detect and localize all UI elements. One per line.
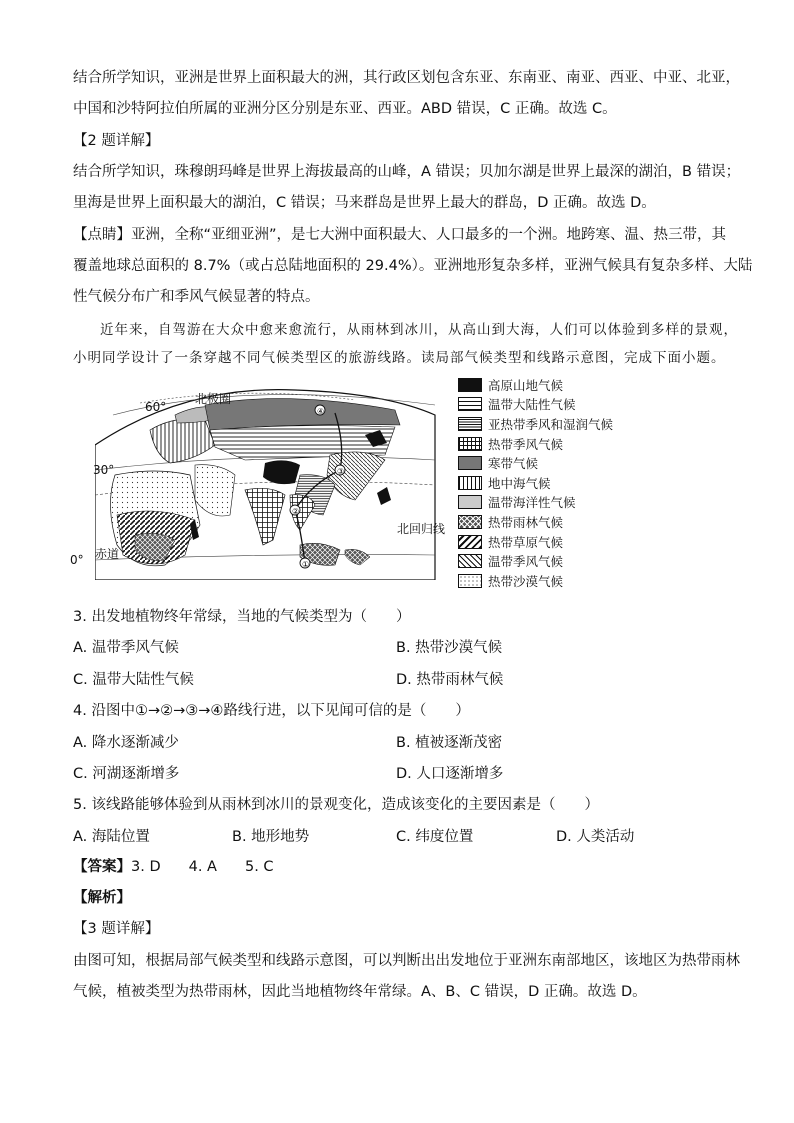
q3-option-b: B. 热带沙漠气候 (396, 640, 503, 656)
legend-swatch (458, 456, 482, 470)
q4-option-c: C. 河湖逐渐增多 (73, 766, 180, 782)
legend-item (458, 473, 638, 493)
legend-label: 地中海气候 (488, 475, 551, 491)
q3-analysis-line-1: 由图可知，根据局部气候类型和线路示意图，可以判断出出发地位于亚洲东南部地区，该地区为热带雨林 (73, 953, 740, 969)
legend-item (458, 453, 638, 473)
passage-line-2: 小明同学设计了一条穿越不同气候类型区的旅游线路。读局部气候类型和线路示意图，完成下面小题。 (73, 350, 726, 366)
q3-stem: 3. 出发地植物终年常绿，当地的气候类型为（ ） (73, 609, 411, 625)
legend-label: 热带草原气候 (488, 534, 564, 550)
legend-label: 温带季风气候 (488, 554, 564, 570)
q2-heading: 【2 题详解】 (73, 133, 160, 149)
equator-label: 赤道 (95, 547, 120, 561)
q5-option-d: D. 人类活动 (556, 829, 635, 845)
route-point-1-label: ① (302, 560, 310, 569)
legend-swatch (458, 378, 482, 392)
arctic-circle-label: 北极圈 (195, 392, 232, 406)
q3-option-c: C. 温带大陆性气候 (73, 672, 194, 688)
legend-label: 寒带气候 (488, 456, 539, 472)
dianjing-line-3: 性气候分布广和季风气候显著的特点。 (73, 289, 320, 305)
dianjing-line-1: 【点睛】亚洲，全称“亚细亚洲”，是七大洲中面积最大、人口最多的一个洲。地跨寒、温、热三带，其 (73, 227, 727, 243)
legend-label: 热带雨林气候 (488, 514, 564, 530)
legend-item (458, 395, 638, 415)
intro-line-2: 中国和沙特阿拉伯所属的亚洲分区分别是东亚、西亚。ABD 错误，C 正确。故选 C。 (73, 101, 617, 117)
answer-5: 5. C (244, 859, 274, 875)
q5-option-a: A. 海陆位置 (73, 829, 150, 845)
route-point-2-label: ② (292, 507, 300, 516)
legend-label: 亚热带季风和湿润气候 (488, 416, 614, 432)
analysis-label: 【解析】 (73, 890, 131, 906)
q4-option-b: B. 植被逐渐茂密 (396, 735, 503, 751)
q3-option-d: D. 热带雨林气候 (396, 672, 504, 688)
passage-line-1: 近年来，自驾游在大众中愈来愈流行，从雨林到冰川，从高山到大海，人们可以体验到多样的景观， (100, 322, 738, 338)
legend-swatch (458, 437, 482, 451)
q3-analysis-line-2: 气候，植被类型为热带雨林，因此当地植物终年常绿。A、B、C 错误，D 正确。故选 D。 (73, 984, 647, 1000)
answer-row (73, 857, 274, 877)
legend-item (458, 493, 638, 513)
legend-item (458, 414, 638, 434)
legend-swatch (458, 535, 482, 549)
legend-label: 高原山地气候 (488, 377, 564, 393)
legend-label: 温带海洋性气候 (488, 495, 576, 511)
q2-line-1: 结合所学知识，珠穆朗玛峰是世界上海拔最高的山峰，A 错误；贝加尔湖是世界上最深的湖泊，B 错误； (73, 164, 741, 180)
lat-60-label: 60° (145, 400, 167, 414)
legend-swatch (458, 476, 482, 490)
answer-3: 3. D (131, 859, 161, 875)
legend-label: 热带沙漠气候 (488, 573, 564, 589)
q5-option-c: C. 纬度位置 (396, 829, 474, 845)
q4-stem: 4. 沿图中①→②→③→④路线行进，以下见闻可信的是（ ） (73, 703, 470, 719)
q2-line-2: 里海是世界上面积最大的湖泊，C 错误；马来群岛是世界上最大的群岛，D 正确。故选 D。 (73, 195, 656, 211)
legend-item (458, 551, 638, 571)
route-point-3-label: ③ (337, 467, 345, 476)
answer-4: 4. A (188, 859, 217, 875)
q3-option-a: A. 温带季风气候 (73, 640, 179, 656)
legend-swatch (458, 554, 482, 568)
legend-item (458, 571, 638, 591)
legend-swatch (458, 515, 482, 529)
intro-line-1: 结合所学知识，亚洲是世界上面积最大的洲，其行政区划包含东亚、东南亚、南亚、西亚、中亚、北亚， (73, 70, 740, 86)
legend-label: 热带季风气候 (488, 436, 564, 452)
tropic-cancer-label: 北回归线 (397, 522, 446, 536)
legend-swatch (458, 417, 482, 431)
legend-swatch (458, 397, 482, 411)
legend-label: 温带大陆性气候 (488, 397, 576, 413)
legend-item (458, 375, 638, 395)
lat-30-label: 30° (93, 463, 115, 477)
legend-swatch (458, 574, 482, 588)
q5-stem: 5. 该线路能够体验到从雨林到冰川的景观变化，造成该变化的主要因素是（ ） (73, 797, 599, 813)
dianjing-line-2: 覆盖地球总面积的 8.7%（或占总陆地面积的 29.4%）。亚洲地形复杂多样，亚洲气候具有复杂多样、大陆 (73, 258, 753, 274)
answer-label: 【答案】 (73, 859, 131, 875)
q4-option-d: D. 人口逐渐增多 (396, 766, 504, 782)
plateau-region (263, 460, 300, 484)
route-point-4-label: ④ (317, 407, 325, 416)
q4-option-a: A. 降水逐渐减少 (73, 735, 179, 751)
legend-item (458, 434, 638, 454)
lat-0-label: 0° (70, 553, 84, 567)
legend-swatch (458, 495, 482, 509)
climate-map (70, 375, 455, 580)
legend-item (458, 532, 638, 552)
q3-analysis-heading: 【3 题详解】 (73, 921, 160, 937)
map-legend (458, 375, 638, 591)
legend-item (458, 512, 638, 532)
q5-option-b: B. 地形地势 (232, 829, 310, 845)
